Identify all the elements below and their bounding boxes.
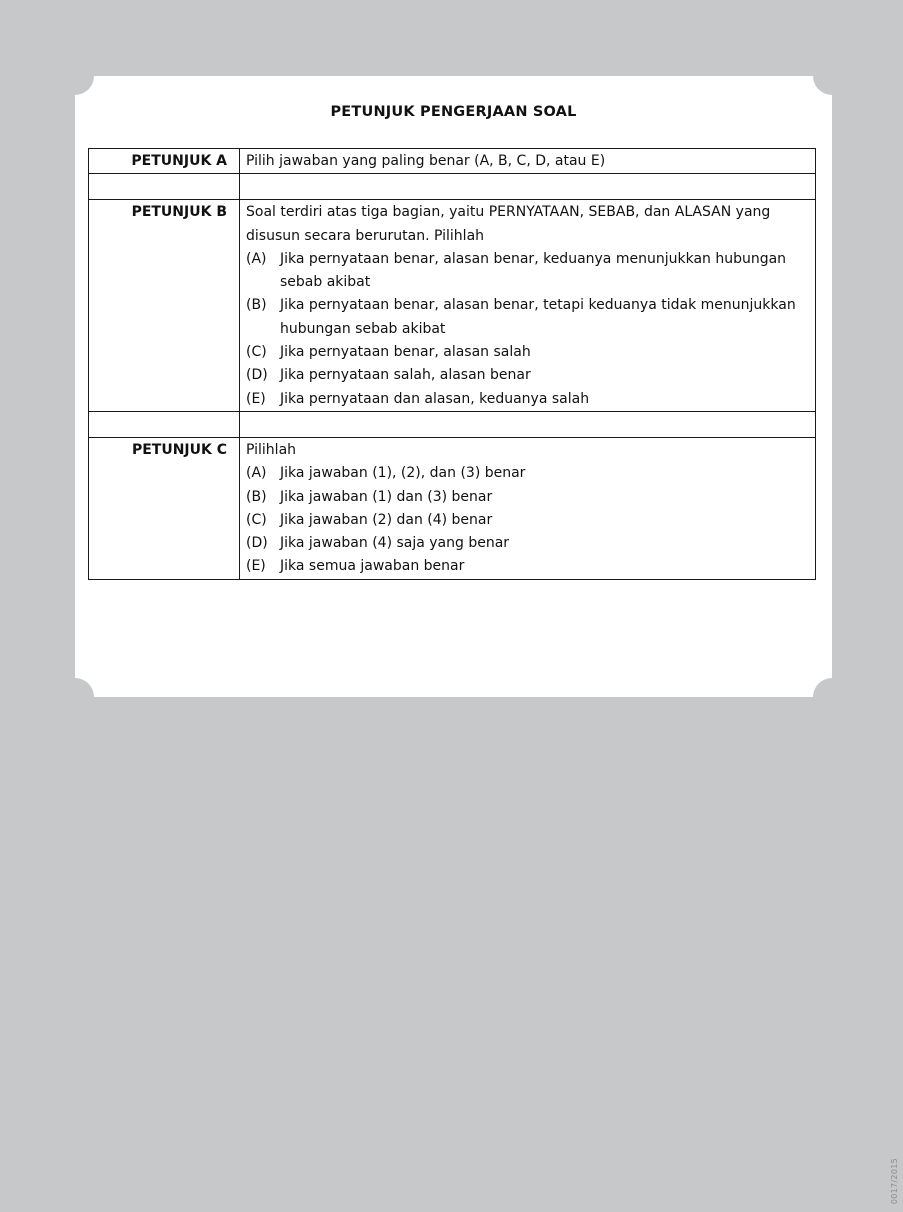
option-text: Jika pernyataan dan alasan, keduanya salah <box>280 390 590 407</box>
petunjuk-c-label: PETUNJUK C <box>89 437 240 579</box>
option-key: (A) <box>246 250 267 267</box>
corner-notch <box>813 678 851 716</box>
option-key: (B) <box>246 488 267 505</box>
option-text: Jika jawaban (2) dan (4) benar <box>280 511 493 528</box>
corner-notch <box>56 57 94 95</box>
option-item <box>246 509 811 532</box>
option-key: (D) <box>246 367 268 384</box>
option-key: (A) <box>246 465 267 482</box>
option-text: Jika pernyataan benar, alasan benar, tetapi keduanya tidak menunjukkan hubungan sebab akibat <box>280 297 796 337</box>
option-text: Jika pernyataan salah, alasan benar <box>280 367 531 384</box>
spacer-cell <box>89 174 240 200</box>
option-text: Jika jawaban (1) dan (3) benar <box>280 488 493 505</box>
petunjuk-b-intro: Soal terdiri atas tiga bagian, yaitu PERNYATAAN, SEBAB, dan ALASAN yang disusun secara berurutan. Pilihlah <box>246 204 771 244</box>
option-text: Jika jawaban (4) saja yang benar <box>280 535 510 552</box>
instructions-table <box>88 148 816 580</box>
option-key: (E) <box>246 390 266 407</box>
option-key: (B) <box>246 297 267 314</box>
row-petunjuk-b <box>89 200 816 412</box>
option-key: (E) <box>246 558 266 575</box>
option-key: (C) <box>246 344 267 361</box>
row-petunjuk-a <box>89 149 816 174</box>
petunjuk-c-intro: Pilihlah <box>246 441 297 458</box>
option-item <box>246 462 811 485</box>
petunjuk-a-text: Pilih jawaban yang paling benar (A, B, C, D, atau E) <box>240 149 816 174</box>
option-item <box>246 388 811 411</box>
corner-notch <box>56 678 94 716</box>
option-key: (D) <box>246 535 268 552</box>
option-item <box>246 486 811 509</box>
corner-notch <box>813 57 851 95</box>
option-item <box>246 364 811 387</box>
option-item <box>246 341 811 364</box>
option-text: Jika semua jawaban benar <box>280 558 465 575</box>
document-code: 0017/2015 <box>890 1158 899 1205</box>
petunjuk-c-content <box>240 437 816 579</box>
option-text: Jika pernyataan benar, alasan salah <box>280 344 531 361</box>
petunjuk-b-label: PETUNJUK B <box>89 200 240 412</box>
row-petunjuk-c <box>89 437 816 579</box>
option-item <box>246 555 811 578</box>
spacer-cell <box>89 411 240 437</box>
option-text: Jika pernyataan benar, alasan benar, keduanya menunjukkan hubungan sebab akibat <box>280 250 787 291</box>
petunjuk-b-content <box>240 200 816 412</box>
spacer-cell <box>240 174 816 200</box>
option-key: (C) <box>246 511 267 528</box>
instruction-card <box>75 76 832 697</box>
option-item <box>246 532 811 555</box>
option-item <box>246 294 811 341</box>
page-title: PETUNJUK PENGERJAAN SOAL <box>330 104 577 120</box>
spacer-cell <box>240 411 816 437</box>
petunjuk-a-label: PETUNJUK A <box>89 149 240 174</box>
option-item <box>246 248 811 295</box>
spacer-row <box>89 411 816 437</box>
spacer-row <box>89 174 816 200</box>
option-text: Jika jawaban (1), (2), dan (3) benar <box>280 465 526 482</box>
